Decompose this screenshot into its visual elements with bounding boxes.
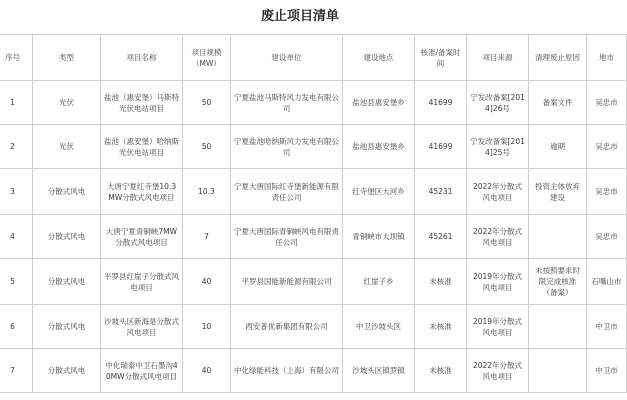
cell-reason: 投资主体放弃建设 <box>529 169 587 215</box>
table-row <box>0 215 627 259</box>
cell-type: 分散式风电 <box>33 259 101 305</box>
cell-index: 7 <box>0 349 33 393</box>
cell-source: 宁发改备案[2014]26号 <box>467 81 529 125</box>
table-row <box>0 81 627 125</box>
cell-city: 吴忠市 <box>587 169 627 215</box>
cell-developer: 中化绿能科技（上海）有限公司 <box>231 349 343 393</box>
cell-reason <box>529 305 587 349</box>
cell-developer: 平罗县国能新能源有限公司 <box>231 259 343 305</box>
cell-project-name: 平罗县红崖子分散式风电项目 <box>101 259 183 305</box>
table-row <box>0 259 627 305</box>
cell-index: 4 <box>0 215 33 259</box>
cell-source: 2019年分散式风电项目 <box>467 305 529 349</box>
cell-developer: 宁夏盐池哈纳斯风力发电有限公司 <box>231 125 343 169</box>
cell-location: 红崖子乡 <box>343 259 415 305</box>
cell-approval-date: 45231 <box>415 169 467 215</box>
header-type: 类型 <box>33 35 101 81</box>
cell-type: 光伏 <box>33 125 101 169</box>
cell-approval-date: 未核准 <box>415 259 467 305</box>
cell-city: 吴忠市 <box>587 81 627 125</box>
cell-source: 宁发改备案[2014]25号 <box>467 125 529 169</box>
cell-type: 分散式风电 <box>33 305 101 349</box>
cell-project-name: 盐池（惠安堡）哈纳斯光伏电站项目 <box>101 125 183 169</box>
header-capacity <box>183 35 231 81</box>
cell-index: 5 <box>0 259 33 305</box>
cell-location: 青铜峡市大坝镇 <box>343 215 415 259</box>
header-index: 序号 <box>0 35 33 81</box>
cell-project-name: 中化瑞泰中卫石墨沟40MW分散式风电项目 <box>101 349 183 393</box>
cell-city: 石嘴山市 <box>587 259 627 305</box>
header-reason: 清理废止原因 <box>529 35 587 81</box>
cell-approval-date: 未核准 <box>415 305 467 349</box>
cell-project-name: 盐池（惠安堡）马斯特光伏电站项目 <box>101 81 183 125</box>
table-header-row <box>0 35 627 81</box>
cell-index: 1 <box>0 81 33 125</box>
cell-index: 2 <box>0 125 33 169</box>
page-title: 废止项目清单 <box>260 9 339 24</box>
cell-reason <box>529 349 587 393</box>
cell-capacity: 40 <box>183 259 231 305</box>
header-city: 地市 <box>587 35 627 81</box>
cell-index: 3 <box>0 169 33 215</box>
cell-city: 吴忠市 <box>587 125 627 169</box>
cell-source: 2022年分散式风电项目 <box>467 215 529 259</box>
cell-developer: 宁夏大唐国际红寺堡新能源有限责任公司 <box>231 169 343 215</box>
cell-type: 光伏 <box>33 81 101 125</box>
table-row <box>0 305 627 349</box>
cell-capacity: 10 <box>183 305 231 349</box>
cell-project-name: 大唐宁夏红寺堡10.3MW分散式风电项目 <box>101 169 183 215</box>
cell-location: 盐池县惠安堡乡 <box>343 125 415 169</box>
cell-developer: 西安普优新集团有限公司 <box>231 305 343 349</box>
cell-approval-date: 未核准 <box>415 349 467 393</box>
cell-reason: 备案文件 <box>529 81 587 125</box>
header-source: 项目来源 <box>467 35 529 81</box>
cell-capacity: 50 <box>183 81 231 125</box>
cell-city: 吴忠市 <box>587 215 627 259</box>
cell-project-name: 沙坡头区新海是分散式风电项目 <box>101 305 183 349</box>
cell-city: 中卫市 <box>587 349 627 393</box>
cell-city: 中卫市 <box>587 305 627 349</box>
cell-location: 盐池县惠安堡乡 <box>343 81 415 125</box>
cell-capacity: 7 <box>183 215 231 259</box>
table-row <box>0 349 627 393</box>
cell-source: 2019年分散式风电项目 <box>467 259 529 305</box>
cell-location: 沙坡头区镇罗镇 <box>343 349 415 393</box>
cell-reason: 未按照要求时限完成核准（备案） <box>529 259 587 305</box>
cell-location: 中卫沙坡头区 <box>343 305 415 349</box>
cell-project-name: 大唐宁夏青铜峡7MW分散式风电项目 <box>101 215 183 259</box>
cell-source: 2022年分散式风电项目 <box>467 349 529 393</box>
cell-capacity: 40 <box>183 349 231 393</box>
cell-developer: 宁夏大唐国际青铜峡风电有限责任公司 <box>231 215 343 259</box>
cell-type: 分散式风电 <box>33 169 101 215</box>
cell-source: 2022年分散式风电项目 <box>467 169 529 215</box>
cell-type: 分散式风电 <box>33 349 101 393</box>
header-capacity-label: 项目规模 （MW） <box>191 47 222 68</box>
cell-reason <box>529 215 587 259</box>
cell-type: 分散式风电 <box>33 215 101 259</box>
table-row <box>0 125 627 169</box>
abolished-projects-table <box>0 34 627 393</box>
cell-capacity: 10.3 <box>183 169 231 215</box>
cell-developer: 宁夏盐池马斯特风力发电有限公司 <box>231 81 343 125</box>
table-row <box>0 169 627 215</box>
cell-location: 红寺堡区大河乡 <box>343 169 415 215</box>
cell-approval-date: 41699 <box>415 125 467 169</box>
cell-reason: 逾期 <box>529 125 587 169</box>
header-developer: 建设单位 <box>231 35 343 81</box>
header-project-name: 项目名称 <box>101 35 183 81</box>
header-location: 建设地点 <box>343 35 415 81</box>
cell-index: 6 <box>0 305 33 349</box>
cell-approval-date: 45261 <box>415 215 467 259</box>
cell-approval-date: 41699 <box>415 81 467 125</box>
header-approval-date: 核准/备案时间 <box>415 35 467 81</box>
cell-capacity: 50 <box>183 125 231 169</box>
